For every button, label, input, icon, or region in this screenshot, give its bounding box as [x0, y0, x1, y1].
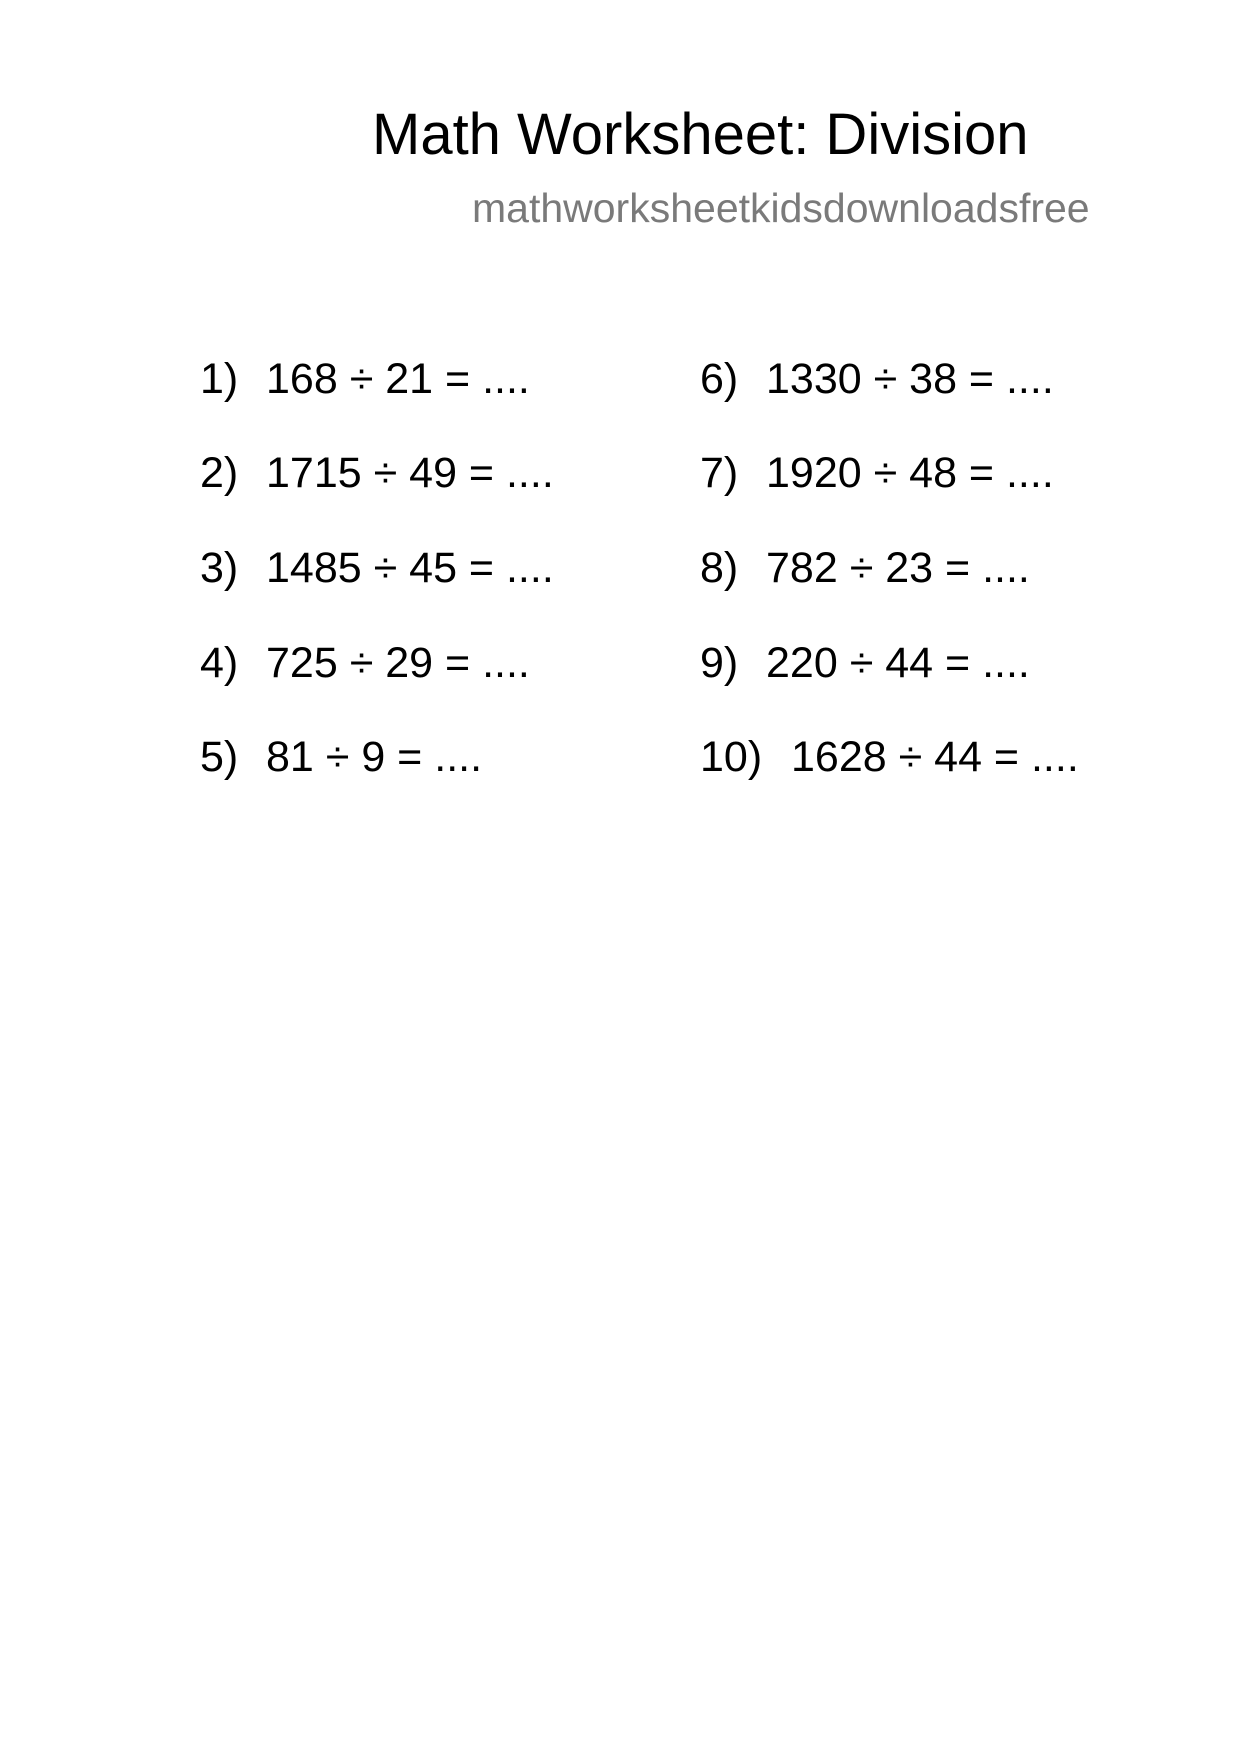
problem-5: [200, 731, 482, 783]
problem-expression: 1485 ÷ 45 = ....: [266, 544, 554, 592]
problem-expression: 725 ÷ 29 = ....: [266, 639, 530, 687]
problem-1: [200, 353, 530, 405]
problem-6: [700, 353, 1054, 405]
problem-number: 9): [700, 639, 739, 687]
problem-10: [700, 731, 1079, 783]
problem-number: 5): [200, 733, 239, 781]
problem-number: 8): [700, 544, 739, 592]
problem-number: 6): [700, 355, 739, 403]
problem-expression: 81 ÷ 9 = ....: [266, 733, 483, 781]
page-title: Math Worksheet: Division: [372, 102, 1029, 167]
problem-expression: 782 ÷ 23 = ....: [766, 544, 1030, 592]
problem-number: 3): [200, 544, 239, 592]
page-subtitle: mathworksheetkidsdownloadsfree: [472, 185, 1090, 231]
problem-expression: 168 ÷ 21 = ....: [266, 355, 530, 403]
problem-expression: 1628 ÷ 44 = ....: [791, 733, 1079, 781]
problem-7: [700, 447, 1054, 499]
problem-expression: 1920 ÷ 48 = ....: [766, 449, 1054, 497]
problem-number: 7): [700, 449, 739, 497]
problem-expression: 1715 ÷ 49 = ....: [266, 449, 554, 497]
problem-number: 4): [200, 639, 239, 687]
problem-9: [700, 637, 1030, 689]
problem-expression: 220 ÷ 44 = ....: [766, 639, 1030, 687]
problem-4: [200, 637, 530, 689]
problem-3: [200, 542, 554, 594]
problem-number: 1): [200, 355, 239, 403]
problem-2: [200, 447, 554, 499]
problem-expression: 1330 ÷ 38 = ....: [766, 355, 1054, 403]
problem-number: 2): [200, 449, 239, 497]
problem-8: [700, 542, 1030, 594]
problem-number: 10): [700, 733, 763, 781]
